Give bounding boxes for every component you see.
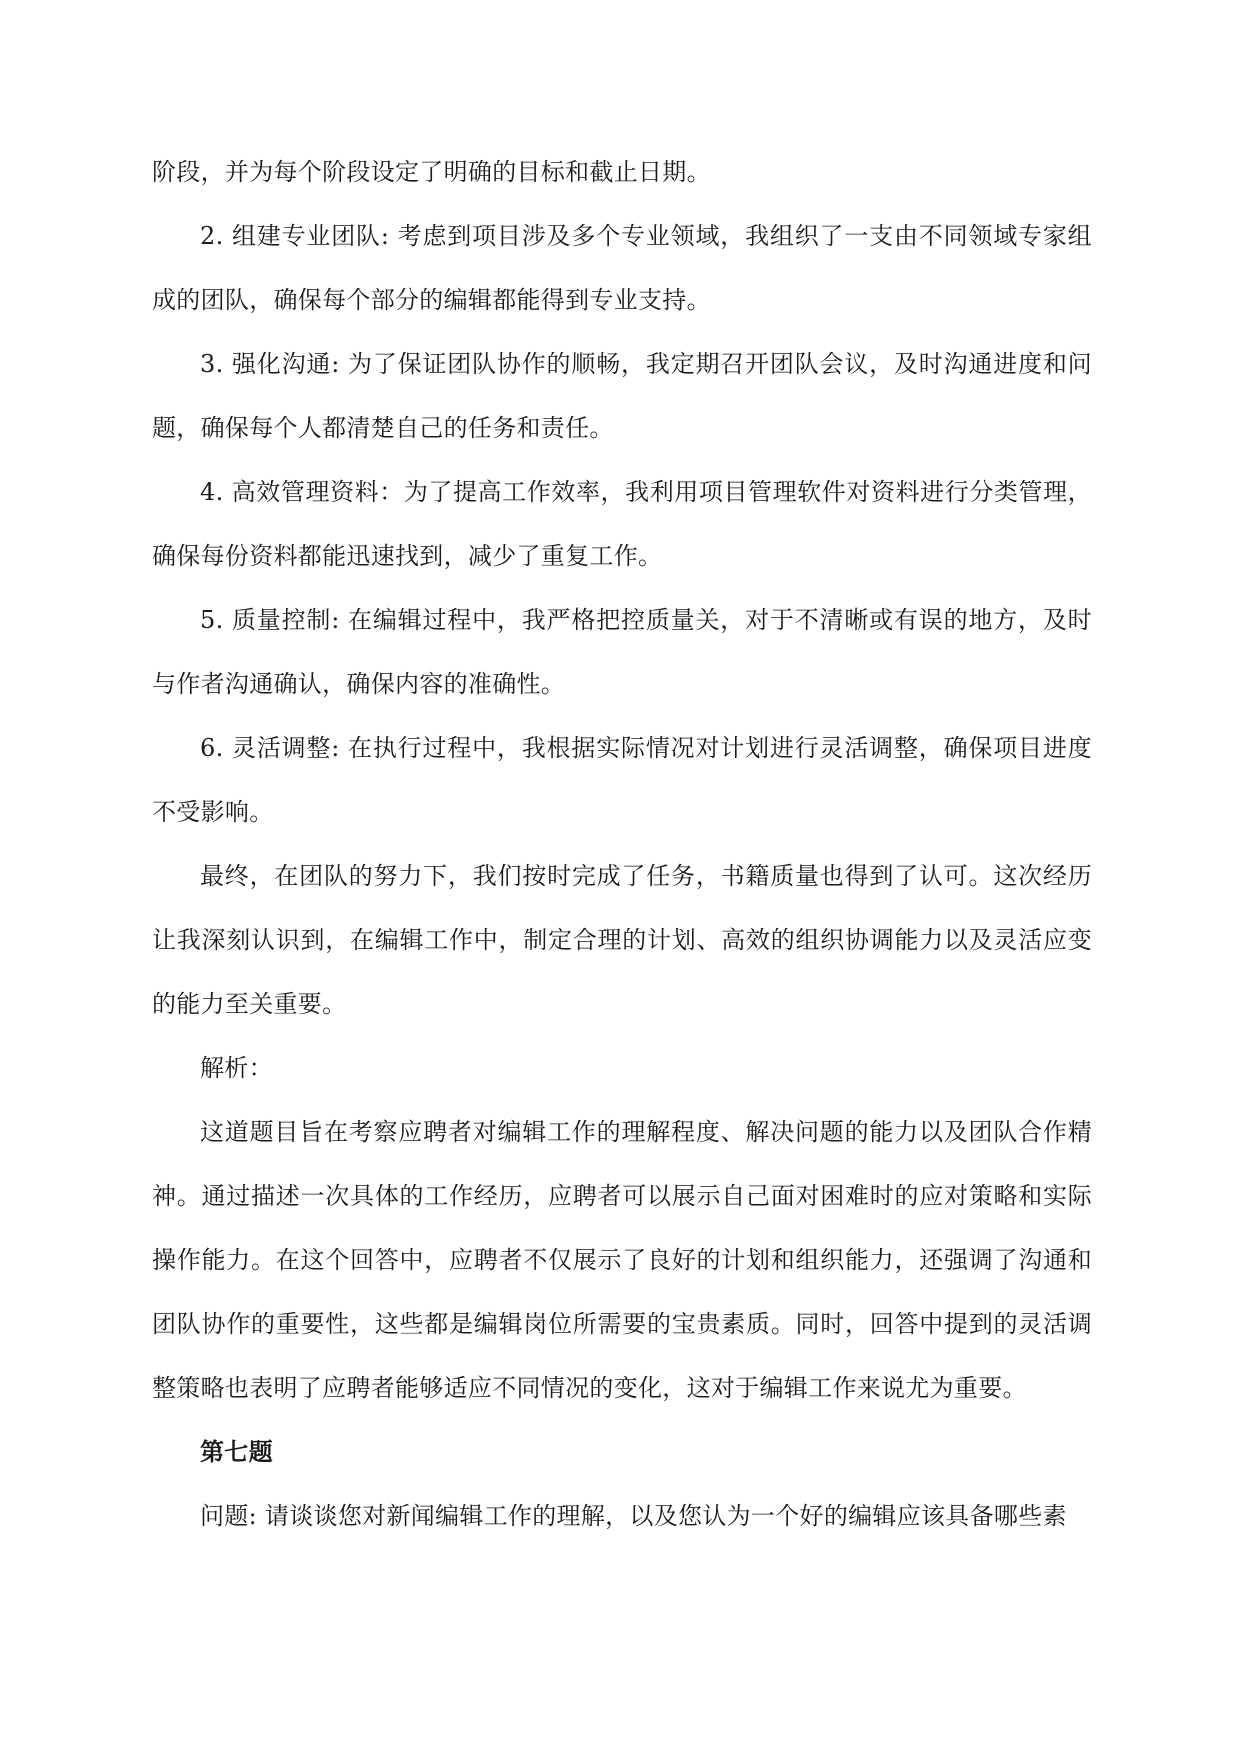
document-body (152, 140, 1092, 1548)
analysis-label: 解析： (200, 1054, 273, 1082)
paragraph-step-6: 6. 灵活调整: 在执行过程中，我根据实际情况对计划进行灵活调整，确保项目进度不受影响。 (152, 734, 1092, 826)
section-heading: 第七题 (200, 1437, 273, 1466)
paragraph-step-4: 4. 高效管理资料：为了提高工作效率，我利用项目管理软件对资料进行分类管理，确保每份资料都能迅速找到，减少了重复工作。 (152, 478, 1092, 570)
paragraph-step-2: 2. 组建专业团队: 考虑到项目涉及多个专业领域，我组织了一支由不同领域专家组成的团队，确保每个部分的编辑都能得到专业支持。 (152, 222, 1092, 314)
paragraph-step-3: 3. 强化沟通: 为了保证团队协作的顺畅，我定期召开团队会议，及时沟通进度和问题，确保每个人都清楚自己的任务和责任。 (152, 350, 1092, 442)
paragraph-continued: 阶段，并为每个阶段设定了明确的目标和截止日期。 (152, 158, 711, 186)
paragraph-step-5: 5. 质量控制: 在编辑过程中，我严格把控质量关，对于不清晰或有误的地方，及时与作者沟通确认，确保内容的准确性。 (152, 606, 1092, 698)
paragraph-conclusion: 最终，在团队的努力下，我们按时完成了任务，书籍质量也得到了认可。这次经历让我深刻认识到，在编辑工作中，制定合理的计划、高效的组织协调能力以及灵活应变的能力至关重要。 (152, 862, 1092, 1018)
paragraph-analysis: 这道题目旨在考察应聘者对编辑工作的理解程度、解决问题的能力以及团队合作精神。通过描述一次具体的工作经历，应聘者可以展示自己面对困难时的应对策略和实际操作能力。在这个回答中，应聘者不仅展示了良好的计划和组织能力，还强调了沟通和团队协作的重要性，这些都是编辑岗位所需要的宝贵素质。同时，回答中提到的灵活调整策略也表明了应聘者能够适应不同情况的变化，这对于编辑工作来说尤为重要。 (152, 1118, 1092, 1402)
question-text: 问题: 请谈谈您对新闻编辑工作的理解，以及您认为一个好的编辑应该具备哪些素 (200, 1502, 1067, 1530)
